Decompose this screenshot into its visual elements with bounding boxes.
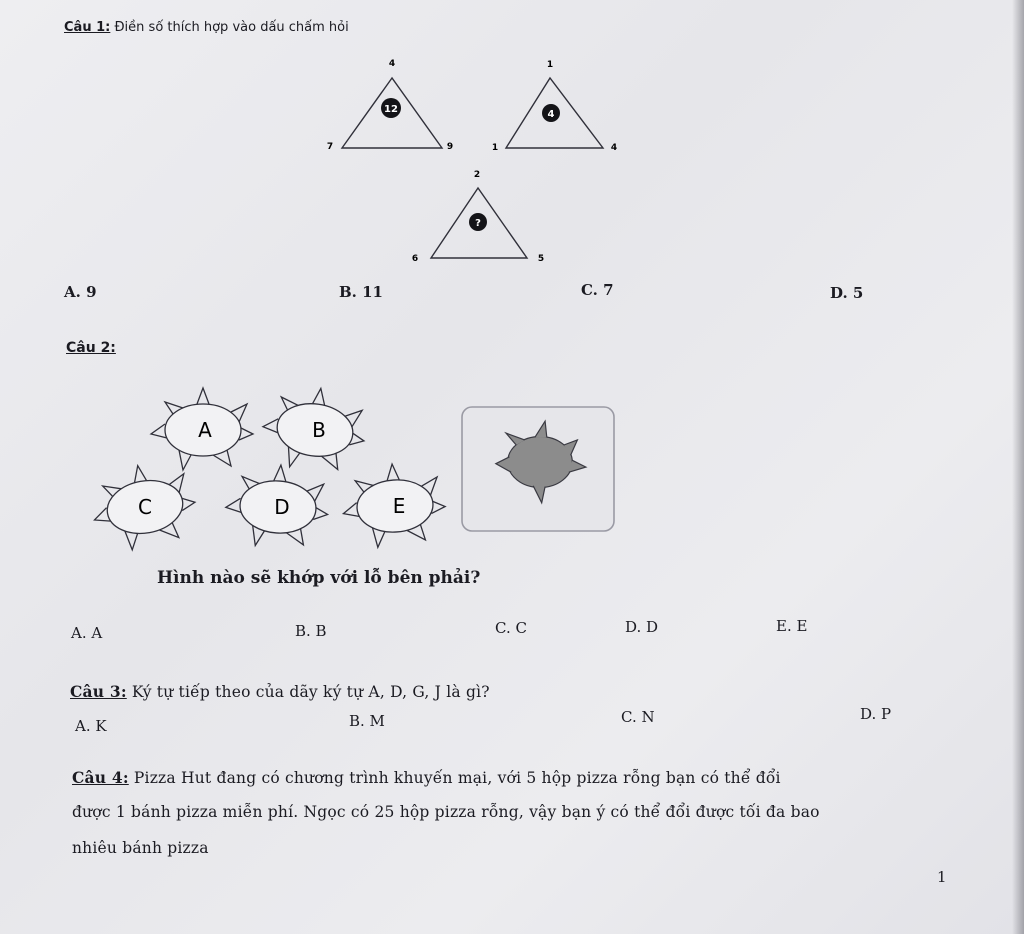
q4-text-1: Pizza Hut đang có chương trình khuyến mại, với 5 hộp pizza rỗng bạn có thể đổi — [133, 769, 781, 787]
q2-shapes-figure — [0, 370, 1024, 560]
q1-option-b: B. 11 — [339, 283, 383, 301]
page-number: 1 — [937, 868, 947, 886]
triangle-2-left: 1 — [491, 143, 499, 153]
q2-option-a: A. A — [71, 624, 103, 642]
q1-triangles-figure — [0, 0, 1024, 290]
triangle-2-top: 1 — [546, 60, 554, 70]
q3-heading — [70, 682, 490, 701]
q2-option-b: B. B — [295, 622, 327, 640]
q3-prompt: Ký tự tiếp theo của dãy ký tự A, D, G, J là gì? — [131, 683, 490, 701]
shape-b-label: B — [312, 418, 326, 442]
q3-option-d: D. P — [860, 705, 892, 723]
q3-option-c: C. N — [621, 708, 655, 726]
q2-option-c: C. C — [495, 619, 527, 637]
q1-option-a: A. 9 — [64, 283, 97, 301]
triangle-1-center: 12 — [384, 104, 398, 115]
triangle-3-center: ? — [475, 218, 481, 229]
triangle-1 — [327, 59, 453, 152]
shape-d-label: D — [274, 495, 290, 519]
hole-box — [462, 407, 614, 531]
q3-option-b: B. M — [349, 712, 385, 730]
q4-line-2: được 1 bánh pizza miễn phí. Ngọc có 25 hộp pizza rỗng, vậy bạn ý có thể đổi được tối đa bao — [72, 803, 820, 821]
q2-title: Câu 2: — [66, 340, 116, 356]
triangle-1-top: 4 — [388, 59, 396, 69]
shape-c-label: C — [138, 495, 152, 519]
triangle-2-right: 4 — [610, 143, 618, 153]
shape-e-label: E — [392, 494, 406, 518]
triangle-1-left: 7 — [326, 142, 334, 152]
q1-title: Câu 1: — [64, 20, 111, 35]
q1-option-c: C. 7 — [581, 281, 614, 299]
shape-a-label: A — [198, 418, 212, 442]
q4-line-1 — [72, 768, 781, 787]
triangle-3-right: 5 — [537, 254, 545, 264]
triangle-2-center: 4 — [547, 109, 555, 120]
q1-prompt: Điền số thích hợp vào dấu chấm hỏi — [114, 20, 349, 35]
page-edge-shadow — [1012, 0, 1024, 934]
triangle-2 — [492, 60, 617, 153]
q2-option-d: D. D — [625, 618, 659, 636]
q3-title: Câu 3: — [70, 682, 127, 701]
q2-option-e: E. E — [776, 617, 808, 635]
shape-e — [340, 461, 447, 550]
triangle-3 — [412, 170, 544, 264]
q3-option-a: A. K — [75, 717, 107, 735]
triangle-3-top: 2 — [473, 170, 481, 180]
triangle-1-right: 9 — [446, 142, 454, 152]
q4-line-3: nhiêu bánh pizza — [72, 839, 209, 857]
q4-title: Câu 4: — [72, 768, 129, 787]
shape-d — [223, 461, 330, 550]
shape-a — [151, 388, 253, 470]
q2-question: Hình nào sẽ khớp với lỗ bên phải? — [157, 568, 481, 588]
q1-option-d: D. 5 — [830, 284, 864, 302]
shape-c — [86, 457, 201, 555]
shape-b — [258, 381, 370, 476]
triangle-3-left: 6 — [411, 254, 419, 264]
